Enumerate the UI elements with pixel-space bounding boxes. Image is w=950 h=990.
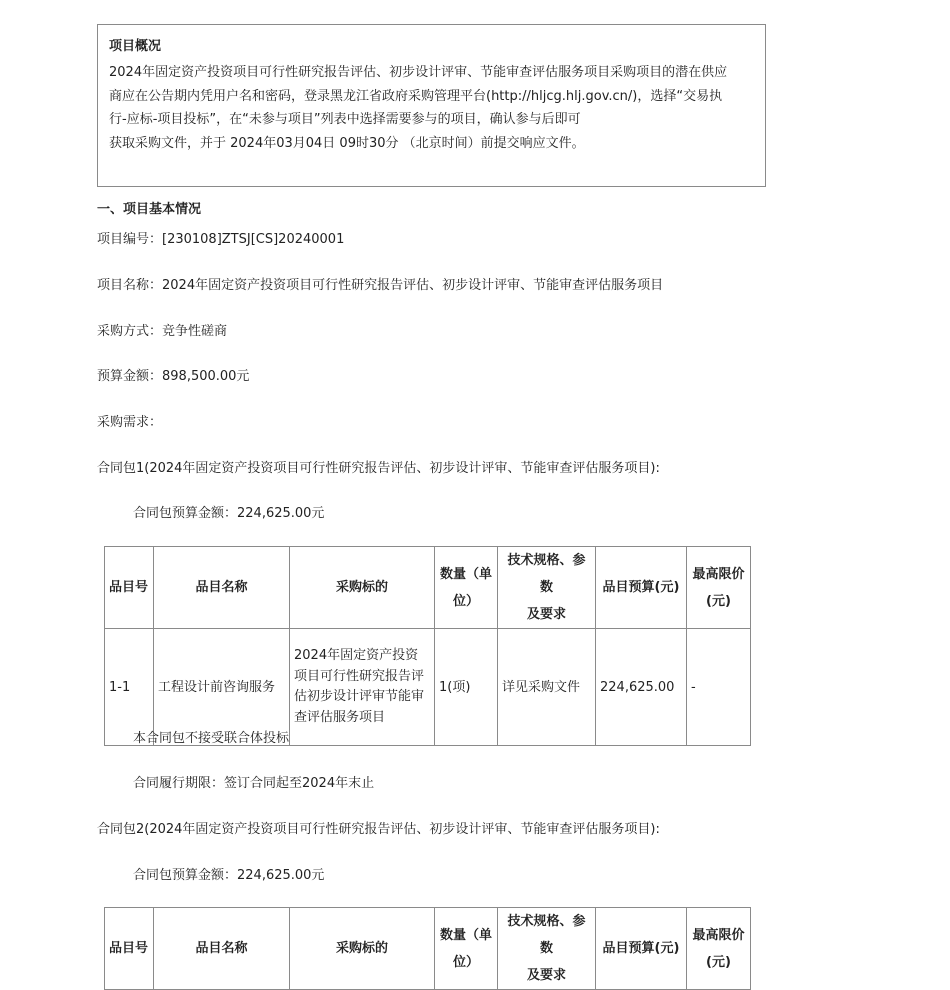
package-2-items-table	[104, 907, 751, 990]
package-1-consortium-note: 本合同包不接受联合体投标	[133, 731, 290, 746]
project-overview-box	[97, 24, 766, 187]
cell-spec: 详见采购文件	[498, 629, 596, 746]
overview-line: 获取采购文件，并于 2024年03月04日 09时30分 （北京时间）前提交响应文件。	[109, 135, 585, 151]
overview-line: 行-应标-项目投标”，在“未参与项目”列表中选择需要参与的项目，确认参与后即可	[109, 112, 581, 127]
procurement-method: 采购方式：竞争性磋商	[97, 324, 228, 339]
package-1-items-table	[104, 546, 751, 746]
col-max-price: 最高限价 (元)	[687, 908, 751, 990]
overview-line: 2024年固定资产投资项目可行性研究报告评估、初步设计评审、节能审查评估服务项目采购项目的潜在供应	[109, 65, 728, 80]
package-1-period: 合同履行期限：签订合同起至2024年末止	[133, 776, 375, 791]
package-2-budget: 合同包预算金额：224,625.00元	[133, 868, 325, 883]
table-header-row	[105, 908, 751, 990]
cell-max-price: -	[687, 629, 751, 746]
table-header-row	[105, 547, 751, 629]
project-name: 项目名称：2024年固定资产投资项目可行性研究报告评估、初步设计评审、节能审查评估服务项目	[97, 278, 664, 293]
col-item-budget: 品目预算(元)	[596, 908, 687, 990]
project-number: 项目编号：[230108]ZTSJ[CS]20240001	[97, 232, 345, 247]
budget-amount: 预算金额：898,500.00元	[97, 369, 250, 384]
col-max-price: 最高限价 (元)	[687, 547, 751, 629]
col-spec: 技术规格、参数 及要求	[498, 547, 596, 629]
col-item-budget: 品目预算(元)	[596, 547, 687, 629]
col-spec: 技术规格、参数 及要求	[498, 908, 596, 990]
cell-item-name: 工程设计前咨询服务	[154, 629, 290, 746]
col-item-no: 品目号	[105, 547, 154, 629]
table-row	[105, 629, 751, 746]
col-target: 采购标的	[290, 908, 435, 990]
section-basic-info-title: 一、项目基本情况	[97, 202, 202, 217]
overview-line: 商应在公告期内凭用户名和密码，登录黑龙江省政府采购管理平台(http://hljcg.hlj.gov.cn/)，选择“交易执	[109, 88, 723, 104]
cell-target: 2024年固定资产投资 项目可行性研究报告评 估初步设计评审节能审 查评估服务项目	[290, 629, 435, 746]
cell-quantity: 1(项)	[435, 629, 498, 746]
cell-item-no: 1-1	[105, 629, 154, 746]
col-item-no: 品目号	[105, 908, 154, 990]
package-1-title: 合同包1(2024年固定资产投资项目可行性研究报告评估、初步设计评审、节能审查评估服务项目):	[97, 461, 660, 476]
col-item-name: 品目名称	[154, 547, 290, 629]
package-2-title: 合同包2(2024年固定资产投资项目可行性研究报告评估、初步设计评审、节能审查评估服务项目):	[97, 822, 660, 837]
col-item-name: 品目名称	[154, 908, 290, 990]
col-quantity: 数量（单 位）	[435, 547, 498, 629]
procurement-demand-label: 采购需求：	[97, 415, 163, 430]
col-target: 采购标的	[290, 547, 435, 629]
overview-text	[109, 61, 754, 155]
package-1-budget: 合同包预算金额：224,625.00元	[133, 506, 325, 521]
col-quantity: 数量（单 位）	[435, 908, 498, 990]
cell-item-budget: 224,625.00	[596, 629, 687, 746]
overview-title: 项目概况	[109, 39, 162, 54]
